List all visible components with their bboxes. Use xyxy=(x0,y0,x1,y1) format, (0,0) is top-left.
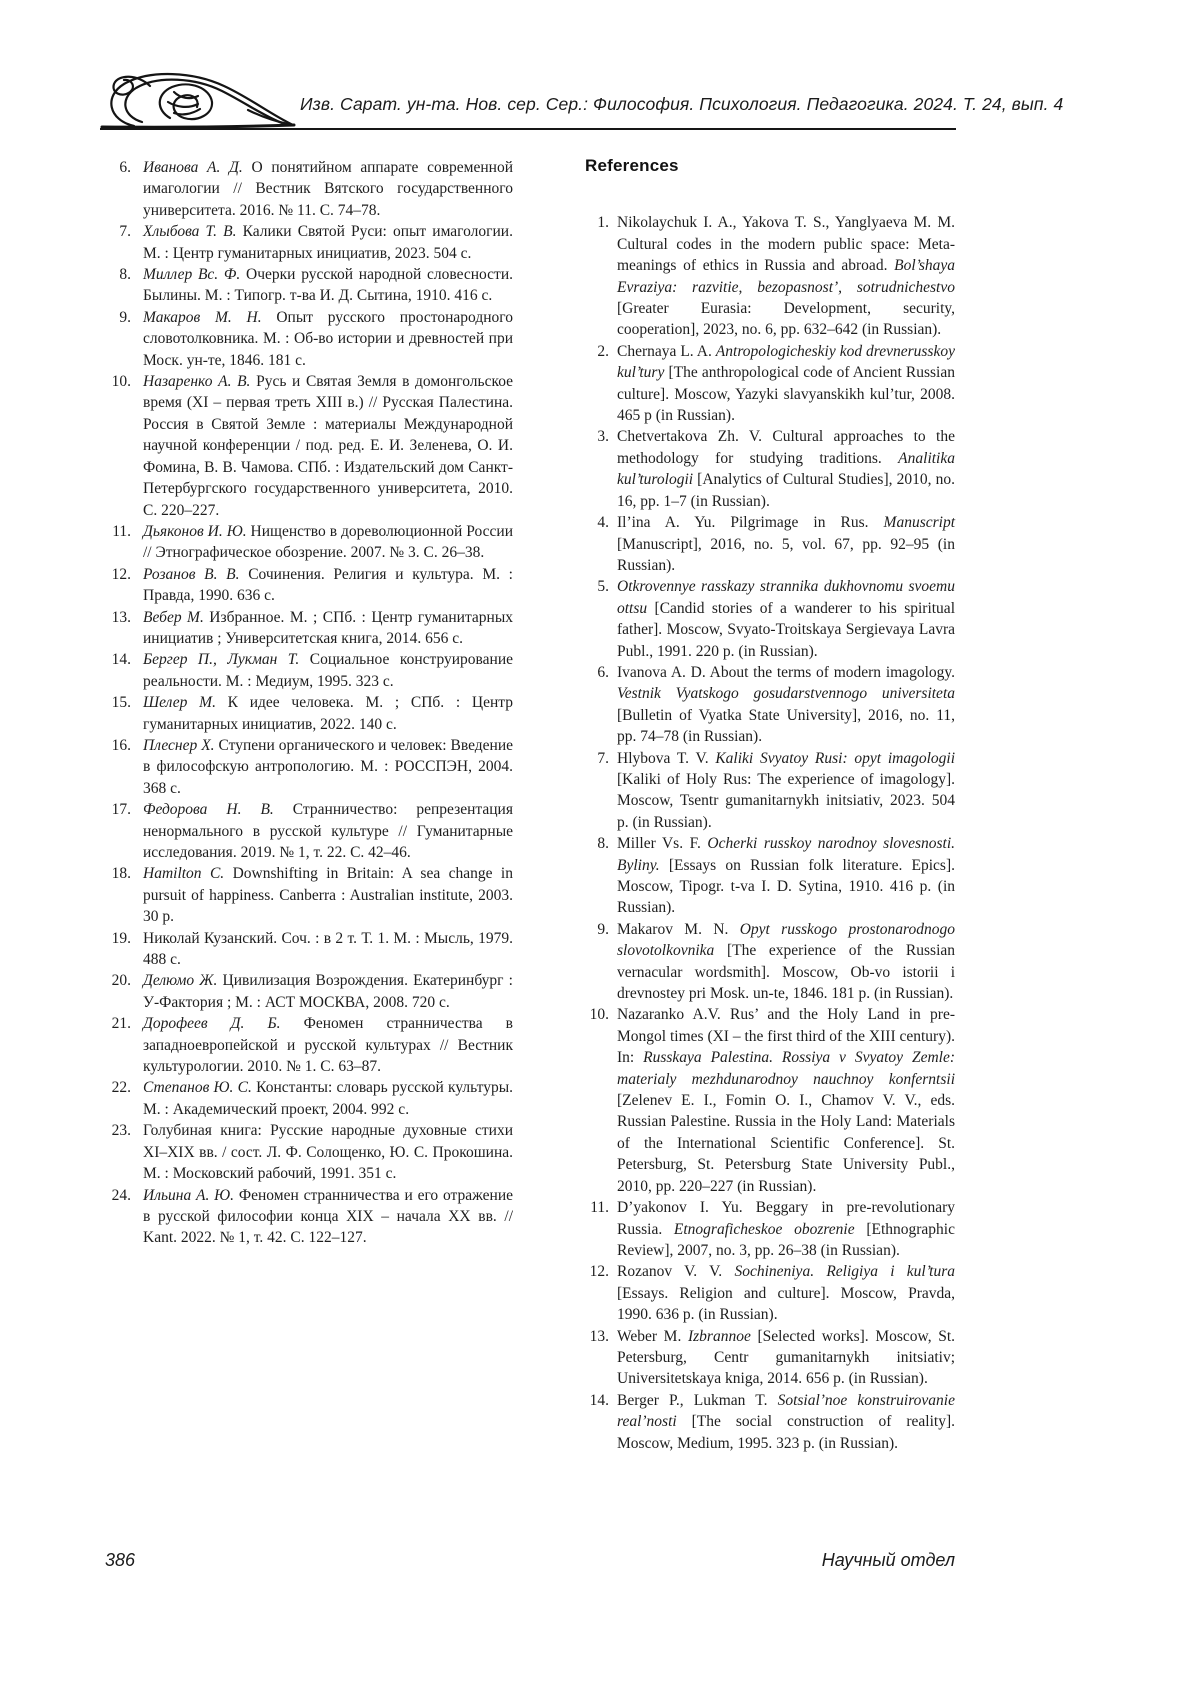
reference-item xyxy=(585,1261,955,1325)
reference-item xyxy=(105,307,513,371)
reference-italic-text: Sotsial’noe konstruirovanie real’nosti xyxy=(617,1391,955,1431)
reference-italic-text: Шелер М. xyxy=(143,694,216,712)
reference-number: 7. xyxy=(119,223,131,241)
reference-italic-text: Делюмо Ж. xyxy=(143,972,218,990)
reference-italic-text: Hamilton C. xyxy=(143,865,225,883)
reference-item xyxy=(105,649,513,692)
reference-italic-text: Analitika kul’turologii xyxy=(617,449,955,489)
reference-italic-text: Назаренко А. В. xyxy=(143,373,251,391)
reference-text: Сочинения. Религия и культура. М. : Правда, 1990. 636 с. xyxy=(143,565,513,605)
reference-item xyxy=(585,748,955,834)
reference-text: Miller Vs. F. xyxy=(617,835,708,853)
reference-text: Ступени органического и человек: Введение в философскую антропологию. М. : РОССПЭН, 2004. 368 с. xyxy=(143,736,514,797)
reference-number: 15. xyxy=(111,694,131,712)
reference-item xyxy=(585,1390,955,1454)
reference-text: Николай Кузанский. Соч. : в 2 т. Т. 1. М. : Мысль, 1979. 488 с. xyxy=(143,929,513,969)
reference-number: 14. xyxy=(589,1391,609,1409)
reference-item xyxy=(585,1004,955,1197)
reference-number: 4. xyxy=(597,514,609,532)
reference-italic-text: Otkrovennye rasskazy strannika dukhovnomu svoemu ottsu xyxy=(617,578,955,617)
reference-text: Weber M. xyxy=(617,1327,688,1345)
reference-italic-text: Ocherki russkoy narodnoy slovesnosti. Byliny. xyxy=(617,835,955,874)
reference-number: 9. xyxy=(597,920,609,938)
reference-text: [Selected works]. Moscow, St. Petersburg, Centr gumanitarnykh initsiativ; Universitetskaya kniga, 2014. 656 p. (in Russian). xyxy=(617,1327,955,1388)
references-column-english xyxy=(585,155,955,1454)
reference-number: 5. xyxy=(597,578,609,596)
reference-item xyxy=(585,341,955,427)
reference-text: Феномен странничества и его отражение в русской философии конца XIX – начала XX вв. // Kant. 2022. № 1, т. 42. С. 122–127. xyxy=(143,1186,513,1247)
reference-text: К идее человека. М. ; СПб. : Центр гуманитарных инициатив, 2022. 140 с. xyxy=(143,694,513,733)
reference-item xyxy=(585,426,955,512)
reference-number: 14. xyxy=(111,651,131,669)
russian-reference-list xyxy=(105,157,513,1249)
references-column-russian xyxy=(105,157,513,1249)
reference-italic-text: Бергер П., Лукман Т. xyxy=(143,651,300,669)
reference-text: Очерки русской народной словесности. Былины. М. : Типогр. т-ва И. Д. Сытина, 1910. 416 с. xyxy=(143,266,513,305)
reference-text: [Kaliki of Holy Rus: The experience of imagology]. Moscow, Tsentr gumanitarnykh initsiativ, 2023. 504 p. (in Russian). xyxy=(617,770,955,831)
reference-item xyxy=(105,735,513,799)
reference-text: Hlybova T. V. xyxy=(617,749,716,767)
reference-number: 19. xyxy=(111,929,131,947)
reference-text: [Candid stories of a wanderer to his spiritual father]. Moscow, Svyato-Troitskaya Sergievaya Lavra Publ., 1991. 220 p. (in Russian). xyxy=(617,599,955,660)
reference-item xyxy=(105,564,513,607)
references-heading: References xyxy=(585,156,679,175)
reference-text: Феномен странничества в западноевропейской и русской культурах // Вестник культурологии. 2010. № 1. С. 63–87. xyxy=(143,1015,513,1076)
reference-item xyxy=(585,1326,955,1390)
reference-text: Константы: словарь русской культуры. М. : Академический проект, 2004. 992 с. xyxy=(143,1079,513,1118)
reference-text: [Ethnographic Review], 2007, no. 3, pp. 26–38 (in Russian). xyxy=(617,1220,955,1259)
reference-text: Il’ina A. Yu. Pilgrimage in Rus. xyxy=(617,514,884,532)
reference-text: Makarov M. N. xyxy=(617,920,740,938)
reference-italic-text: Федорова Н. В. xyxy=(143,801,274,819)
reference-text: О понятийном аппарате современной имагологии // Вестник Вятского государственного университета. 2016. № 11. С. 74–78. xyxy=(143,159,513,219)
reference-item xyxy=(585,1197,955,1261)
reference-italic-text: Opyt russkogo prostonarodnogo slovotolkovnika xyxy=(617,920,955,960)
reference-italic-text: Sochineniya. Religiya i kul’tura xyxy=(734,1263,955,1281)
reference-number: 2. xyxy=(597,342,609,360)
reference-item xyxy=(105,521,513,564)
reference-text: [Analytics of Cultural Studies], 2010, no. 16, pp. 1–7 (in Russian). xyxy=(617,471,955,510)
reference-text: D’yakonov I. Yu. Beggary in pre-revolutionary Russia. xyxy=(617,1199,955,1238)
reference-italic-text: Antropologicheskiy kod drevnerusskoy kul’tury xyxy=(617,342,955,382)
reference-text: [Manuscript], 2016, no. 5, vol. 67, pp. 92–95 (in Russian). xyxy=(617,535,955,574)
reference-italic-text: Дорофеев Д. Б. xyxy=(143,1015,281,1033)
reference-item xyxy=(105,1185,513,1249)
reference-item xyxy=(105,1120,513,1184)
reference-item xyxy=(105,607,513,650)
reference-text: Странничество: репрезентация ненормального в русской культуре // Гуманитарные исследования. 2019. № 1, т. 22. С. 42–46. xyxy=(143,801,513,861)
reference-number: 10. xyxy=(589,1006,609,1024)
reference-text: Русь и Святая Земля в домонгольское время (XI – первая треть XIII в.) // Русская Палестина. Россия в Святой Земле : материалы Международной научной конференции / под. ред. Е. И. Зеленева, О. И. Фомина, В. В. Чамова. СПб. : Издательский дом Санкт-Петербургского государственного университета, 2010. С. 220–227. xyxy=(143,373,514,519)
reference-italic-text: Розанов В. В. xyxy=(143,565,240,583)
reference-item xyxy=(105,1013,513,1077)
reference-text: Голубиная книга: Русские народные духовные стихи XI–XIX вв. / сост. Л. Ф. Солощенко, Ю. С. Прокошина. М. : Московский рабочий, 1991. 351 с. xyxy=(143,1122,513,1183)
reference-text: Избранное. М. ; СПб. : Центр гуманитарных инициатив ; Университетская книга, 2014. 656 с. xyxy=(143,608,513,647)
reference-italic-text: Степанов Ю. С. xyxy=(143,1079,252,1097)
reference-text: [The social construction of reality]. Moscow, Medium, 1995. 323 p. (in Russian). xyxy=(617,1413,955,1452)
reference-number: 21. xyxy=(111,1015,131,1033)
reference-item xyxy=(105,157,513,221)
reference-text: Rozanov V. V. xyxy=(617,1263,735,1281)
reference-number: 17. xyxy=(111,801,131,819)
reference-italic-text: Миллер Вс. Ф. xyxy=(143,266,241,284)
reference-italic-text: Bol’shaya Evraziya: razvitie, bezopasnost’, sotrudnichestvo xyxy=(617,257,955,296)
reference-italic-text: Дьяконов И. Ю. xyxy=(143,522,247,540)
reference-text: [Zelenev E. I., Fomin O. I., Chamov V. V., eds. Russian Palestine. Russia in the Holy Land: Materials of the International Scientific Conference]. St. Petersburg, St. Petersburg State University Publ., 2010, pp. 220–227 (in Russian). xyxy=(617,1092,955,1195)
header-rule xyxy=(100,128,956,130)
reference-number: 18. xyxy=(111,865,131,883)
reference-italic-text: Иванова А. Д. xyxy=(143,159,243,176)
reference-italic-text: Макаров М. Н. xyxy=(143,308,262,326)
reference-number: 23. xyxy=(111,1122,131,1140)
reference-item xyxy=(105,799,513,863)
reference-text: Downshifting in Britain: A sea change in pursuit of happiness. Canberra : Australian institute, 2003. 30 p. xyxy=(143,865,513,926)
reference-italic-text: Russkaya Palestina. Rossiya v Svyatoy Zemle: materialy mezhdunarodnoy nauchnoy konferntsii xyxy=(617,1049,955,1088)
reference-italic-text: Vestnik Vyatskogo gosudarstvennogo universiteta xyxy=(617,685,955,703)
reference-number: 13. xyxy=(589,1327,609,1345)
reference-number: 3. xyxy=(597,428,609,446)
reference-number: 13. xyxy=(111,608,131,626)
reference-number: 1. xyxy=(597,214,609,232)
reference-item xyxy=(105,863,513,927)
reference-italic-text: Хлыбова Т. В. xyxy=(143,223,237,241)
reference-item xyxy=(105,264,513,307)
reference-italic-text: Kaliki Svyatoy Rusi: opyt imagologii xyxy=(715,749,955,767)
reference-text: Chetvertakova Zh. V. Cultural approaches to the methodology for studying traditions. xyxy=(617,428,955,467)
reference-text: Berger P., Lukman T. xyxy=(617,1391,778,1409)
reference-text: Nikolaychuk I. A., Yakova T. S., Yanglyaeva M. M. Cultural codes in the modern public space: Meta-meanings of ethics in Russia and abroad. xyxy=(617,214,955,275)
reference-italic-text: Плеснер Х. xyxy=(143,736,215,754)
reference-text: Нищенство в дореволюционной России // Этнографическое обозрение. 2007. № 3. С. 26–38. xyxy=(143,522,513,562)
reference-number: 11. xyxy=(112,522,131,540)
reference-text: Nazaranko A.V. Rus’ and the Holy Land in pre-Mongol times (XI – the first third of the XIII century). In: xyxy=(617,1006,955,1067)
english-reference-list xyxy=(585,212,955,1454)
reference-text: Калики Святой Руси: опыт имагологии. М. : Центр гуманитарных инициатив, 2023. 504 с. xyxy=(143,223,513,262)
reference-number: 12. xyxy=(111,565,131,583)
reference-text: [Essays. Religion and culture]. Moscow, Pravda, 1990. 636 p. (in Russian). xyxy=(617,1284,955,1324)
reference-text: Цивилизация Возрождения. Екатеринбург : У-Фактория ; М. : АСТ МОСКВА, 2008. 720 с. xyxy=(143,972,513,1011)
reference-number: 20. xyxy=(111,972,131,990)
reference-item xyxy=(105,1077,513,1120)
reference-text: Ivanova A. D. About the terms of modern imagology. xyxy=(617,663,955,681)
reference-item xyxy=(585,833,955,919)
reference-italic-text: Manuscript xyxy=(883,514,955,532)
reference-number: 11. xyxy=(590,1199,609,1217)
reference-item xyxy=(585,919,955,1005)
reference-number: 8. xyxy=(119,266,131,284)
reference-item xyxy=(105,928,513,971)
reference-text: [Bulletin of Vyatka State University], 2016, no. 11, pp. 74–78 (in Russian). xyxy=(617,706,955,746)
reference-italic-text: Izbrannoe xyxy=(687,1327,751,1345)
reference-number: 10. xyxy=(111,373,131,391)
reference-text: [Essays on Russian folk literature. Epics]. Moscow, Tipogr. t-va I. D. Sytina, 1910. 416 p. (in Russian). xyxy=(617,856,955,917)
reference-item xyxy=(585,576,955,662)
footer-section-label: Научный отдел xyxy=(821,1550,955,1570)
reference-text: [The experience of the Russian vernacular wordsmith]. Moscow, Ob-vo istorii i drevnostey pri Mosk. un-te, 1846. 181 p. (in Russian). xyxy=(617,942,955,1003)
reference-number: 7. xyxy=(597,749,609,767)
reference-text: Социальное конструирование реальности. М. : Медиум, 1995. 323 с. xyxy=(143,651,514,690)
reference-item xyxy=(105,970,513,1013)
reference-number: 22. xyxy=(111,1079,131,1097)
reference-italic-text: Etnograficheskoe obozrenie xyxy=(673,1220,855,1238)
journal-header-line: Изв. Сарат. ун-та. Нов. сер. Сер.: Философия. Психология. Педагогика. 2024. Т. 24, вып. 4 xyxy=(300,94,1064,114)
reference-item xyxy=(105,371,513,521)
reference-item xyxy=(585,662,955,748)
page-number: 386 xyxy=(105,1550,136,1570)
reference-italic-text: Вебер М. xyxy=(143,608,204,626)
reference-item xyxy=(105,692,513,735)
reference-italic-text: Ильина А. Ю. xyxy=(143,1186,235,1204)
reference-item xyxy=(105,221,513,264)
reference-number: 12. xyxy=(589,1263,609,1281)
reference-number: 6. xyxy=(597,663,609,681)
reference-text: Chernaya L. A. xyxy=(617,342,716,360)
reference-item xyxy=(585,212,955,340)
reference-item xyxy=(585,512,955,576)
reference-number: 16. xyxy=(111,736,131,754)
header-ornament-icon xyxy=(98,70,298,132)
reference-text: [The anthropological code of Ancient Russian culture]. Moscow, Yazyki slavyanskikh kul’tur, 2008. 465 p (in Russian). xyxy=(617,364,955,425)
reference-number: 8. xyxy=(597,835,609,853)
reference-text: [Greater Eurasia: Development, security, cooperation], 2023, no. 6, pp. 632–642 (in Russian). xyxy=(617,300,955,339)
reference-number: 24. xyxy=(111,1186,131,1204)
reference-number: 6. xyxy=(119,159,131,176)
reference-text: Опыт русского простонародного словотолковника. М. : Об-во истории и древностей при Моск. ун-те, 1846. 181 с. xyxy=(143,308,514,369)
reference-number: 9. xyxy=(119,308,131,326)
